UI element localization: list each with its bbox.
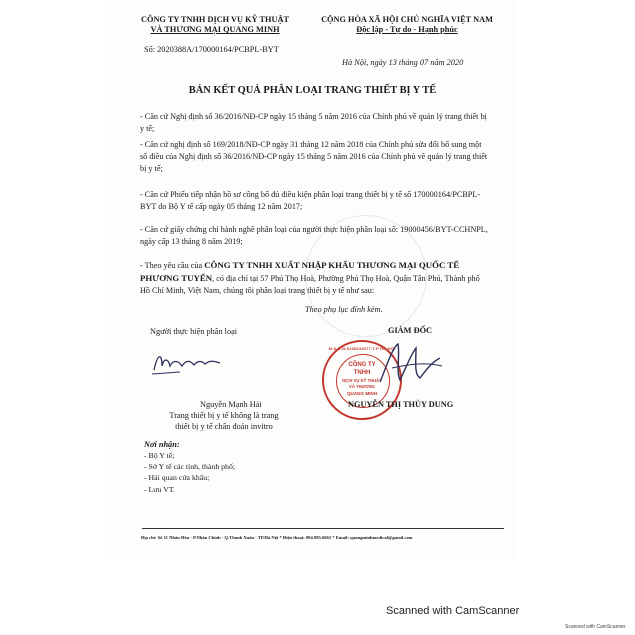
company-seal-line2: TNHH	[353, 370, 371, 376]
nation-motto: Độc lập - Tự do - Hạnh phúc	[356, 25, 458, 34]
recipients-heading: Nơi nhận:	[144, 440, 180, 449]
paragraph-decree-169: - Căn cứ nghị định số 169/2018/NĐ-CP ngày 31 tháng 12 năm 2018 của Chính phủ sửa đổi bổ sung một số điều của Nghị định số 36/2016/NĐ-CP ngày 15 tháng 5 năm 2016 của Chính phủ về quản lý trang thiết bị y tế;	[140, 140, 488, 174]
request-prefix: - Theo yêu cầu của	[140, 261, 205, 270]
camscanner-label: Scanned with CamScanner	[386, 605, 520, 617]
paragraph-decree-36: - Căn cứ Nghị định số 36/2016/NĐ-CP ngày 15 tháng 5 năm 2016 của Chính phủ về quản lý trang thiết bị y tế;	[140, 112, 487, 134]
company-seal-line4: VÀ THƯƠNG	[349, 384, 375, 389]
camscanner-small-label: Scanned with CamScanner	[565, 624, 626, 630]
recipient-item: - Sở Y tế các tỉnh, thành phố;	[144, 462, 236, 472]
left-signer-desc-2: thiết bị y tế chẩn đoán invitro	[175, 422, 273, 431]
left-signer-role: Người thực hiện phân loại	[150, 327, 238, 336]
company-seal-line5: QUANG MINH	[346, 391, 378, 396]
place-date: Hà Nội, ngày 13 tháng 07 năm 2020	[342, 58, 464, 67]
recipient-item: - Lưu VT.	[144, 484, 176, 494]
document-title: BẢN KẾT QUẢ PHÂN LOẠI TRANG THIẾT BỊ Y TẾ	[188, 85, 437, 96]
company-seal-ring-text: M.S.D.N:0106634077-T.P HÀ NỘI	[328, 346, 396, 351]
footer-address: Địa chỉ: Số 11 Nhân Hòa - P.Nhân Chính - Q.Thanh Xuân - TP.Hà Nội * Điện thoại: 094.995.6665 * Email: quangminhmedical@gmail.com	[141, 535, 413, 540]
company-seal-line1: CÔNG TY	[348, 362, 376, 368]
left-signer-name: Nguyễn Mạnh Hải	[200, 400, 262, 409]
company-seal-line3: DỊCH VỤ KỸ THUẬT	[342, 378, 382, 383]
paragraph-request	[140, 259, 490, 298]
right-signature	[370, 338, 450, 390]
left-signer-desc-1: Trang thiết bị y tế không là trang	[169, 411, 279, 420]
left-signature	[150, 350, 240, 378]
paragraph-receipt: - Căn cứ Phiếu tiếp nhận hồ sơ công bố đủ điều kiện phân loại trang thiết bị y tế số 170000164/PCBPL-BYT do Bộ Y tế cấp ngày 05 tháng 12 năm 2017;	[140, 190, 481, 212]
nation-title: CỘNG HÒA XÃ HỘI CHỦ NGHĨA VIỆT NAM	[321, 15, 493, 24]
paragraph-certificate: - Căn cứ giấy chứng chỉ hành nghề phân loại của người thực hiện phân loại số: 19000456/BYT-CCHNPL, ngày cấp 13 tháng 8 năm 2019;	[140, 225, 488, 247]
document-number: Số: 2020388A/170000164/PCBPL-BYT	[144, 45, 279, 54]
request-suffix: , có địa chỉ tại 57 Phú Thọ Hoà, Phường Phú Thọ Hoà, Quận Tân Phú, Thành phố Hồ Chí Minh, Việt Nam, chúng tôi phân loại trang thiết bị y tế như sau:	[140, 274, 480, 296]
right-signer-name: NGUYỄN THỊ THÙY DUNG	[348, 400, 454, 409]
footer-divider	[142, 528, 504, 529]
request-company: CÔNG TY TNHH XUẤT NHẬP KHẨU THƯƠNG MẠI QUỐC TẾ PHƯƠNG TUYẾN	[140, 260, 460, 284]
recipients-list	[144, 450, 344, 495]
company-name-line2: VÀ THƯƠNG MẠI QUANG MINH	[150, 25, 280, 34]
appendix-note: Theo phụ lục đính kèm.	[305, 305, 383, 314]
recipient-item: - Bộ Y tế;	[144, 451, 175, 460]
right-signer-role: GIÁM ĐỐC	[388, 326, 433, 335]
recipient-item: - Hải quan cửa khẩu;	[144, 473, 210, 483]
company-name-line1: CÔNG TY TNHH DỊCH VỤ KỸ THUẬT	[141, 15, 289, 24]
